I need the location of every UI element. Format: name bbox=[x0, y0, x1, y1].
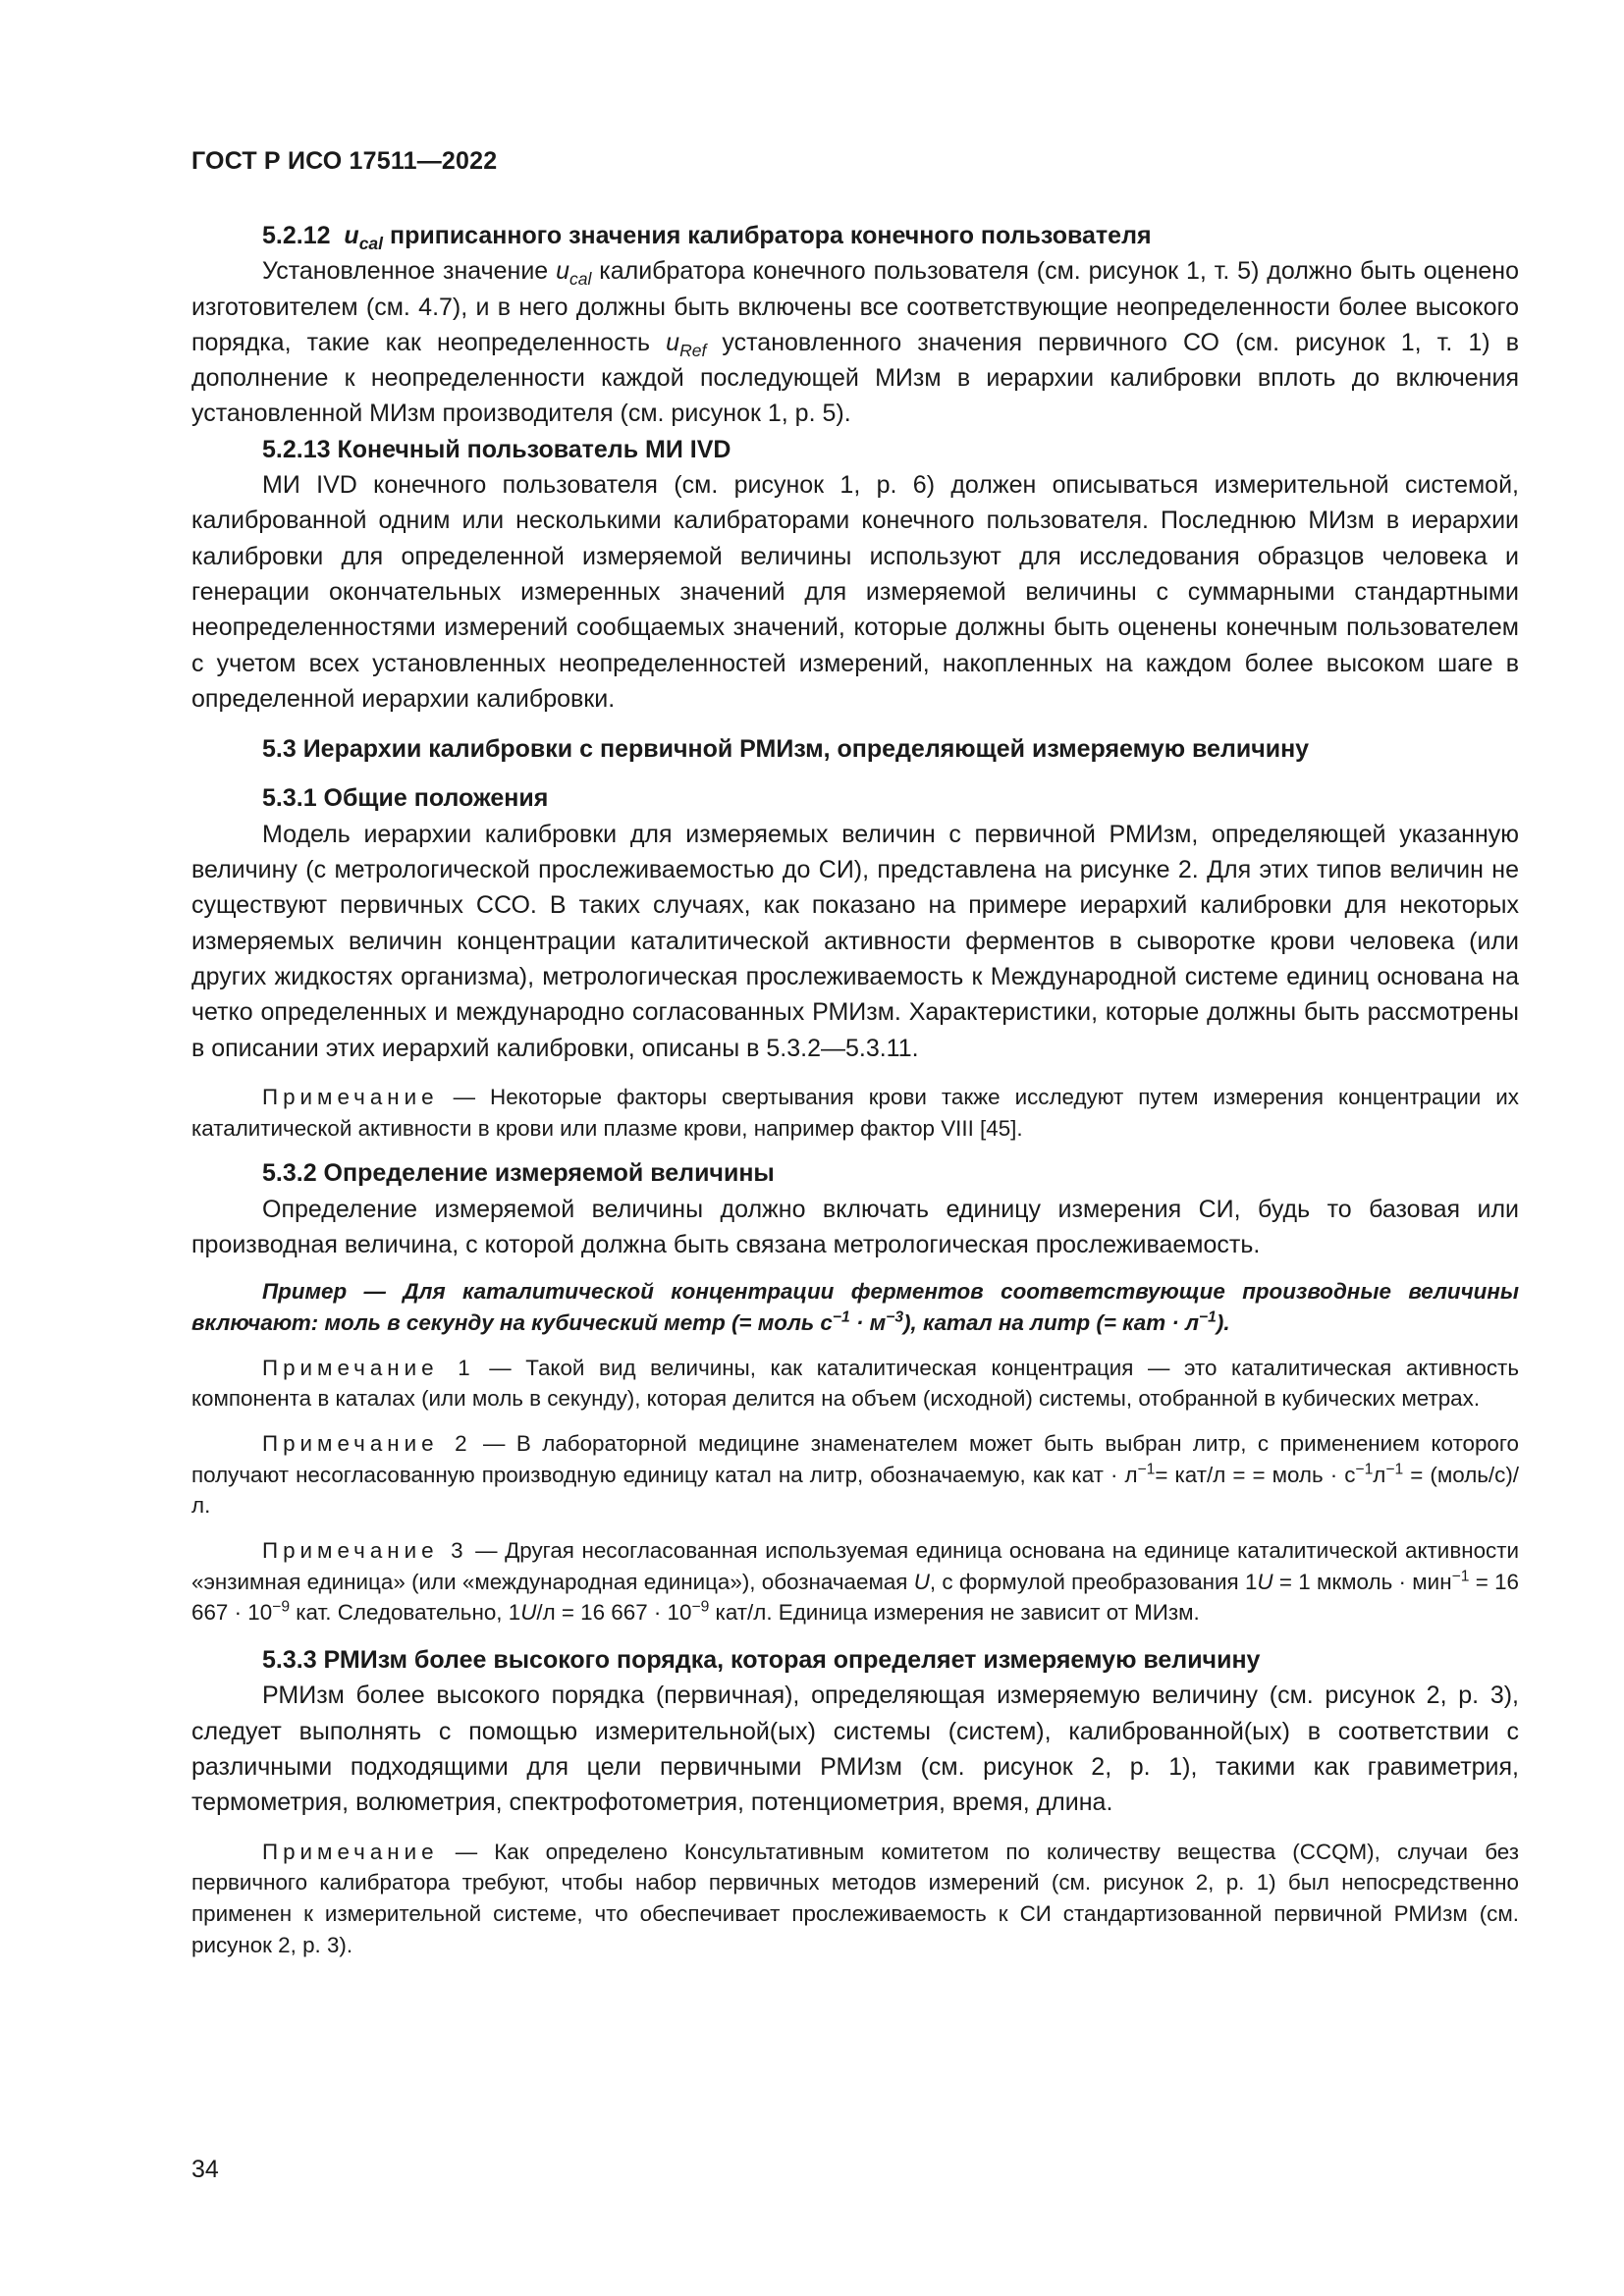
section-5-3-2-paragraph: Определение измеряемой величины должно включать единицу измерения СИ, будь то базовая или производная величина, с которой должна быть связана метрологическая прослеживаемость. bbox=[191, 1195, 1519, 1258]
section-5-2-13-heading: 5.2.13 Конечный пользователь МИ IVD bbox=[262, 435, 731, 463]
section-5-2-13-paragraph: МИ IVD конечного пользователя (см. рисунок 1, р. 6) должен описываться измерительной системой, калиброванной одним или несколькими калибраторами конечного пользователя. Последнюю МИзм в иерархии калибровки для определенной измеряемой величины используют для исследования образцов человека и генерации окончательных измеренных значений для измеряемой величины с суммарными стандартными неопределенностями измерений сообщаемых значений, которые должны быть оценены конечным пользователем с учетом всех установленных неопределенностей измерений, накопленных на каждом более высоком шаге в определенной иерархии калибровки. bbox=[191, 471, 1519, 713]
section-5-3-heading: 5.3 Иерархии калибровки с первичной РМИзм, определяющей измеряемую величину bbox=[262, 735, 1310, 764]
document-header: ГОСТ Р ИСО 17511—2022 bbox=[191, 147, 498, 175]
section-5-3-2-note-3: Примечание 3 — Другая несогласованная используемая единица основана на единице каталитической активности «энзимная единица» (или «международная единица»), обозначаемая U, с формулой преобразования 1U = 1 мкмоль · мин$^{-1}$ = 16 $667 \cdot 10^{-9}$ кат. Следовательно, 1U/л = 16 $667 \cdot 10^{-9}$ кат/л. Единица измерения не зависит от МИзм. bbox=[191, 1538, 1519, 1626]
section-5-2-12-paragraph: Установленное значение $u_{cal}$ калибратора конечного пользователя (см. рисунок 1, т. 5) должно быть оценено изготовителем (см. 4.7), и в него должны быть включены все соответствующие неопределенности более высокого порядка, такие как неопределенность $u_{Ref}$ установленного значения первичного СО (см. рисунок 1, т. 1) в дополнение к неопределенности каждой последующей МИзм в иерархии калибровки вплоть до включения установленной МИзм производителя (см. рисунок 1, р. 5). bbox=[191, 257, 1520, 428]
section-5-3-2-example: Пример — Для каталитической концентрации ферментов соответствующие производные величины включают: моль в секунду на кубический метр (= моль $с^{-1} \cdot м^{-3}$), катал на литр (= кат · $л^{-1}$). bbox=[191, 1279, 1519, 1335]
page-number: 34 bbox=[191, 2156, 219, 2183]
section-5-3-1-note: Примечание — Некоторые факторы свертывания крови также исследуют путем измерения концентрации их каталитической активности в крови или плазме крови, например фактор VIII [45]. bbox=[191, 1084, 1519, 1141]
section-5-3-2-note-1: Примечание 1 — Такой вид величины, как каталитическая концентрация — это каталитическая активность компонента в каталах (или моль в секунду), которая делится на объем (исходной) системы, отобранной в кубических метрах. bbox=[191, 1355, 1519, 1412]
section-5-3-3-note: Примечание — Как определено Консультативным комитетом по количеству вещества (CCQM), случаи без первичного калибратора требуют, чтобы набор первичных методов измерений (см. рисунок 2, р. 1) был непосредственно применен к измерительной системе, что обеспечивает прослеживаемость к СИ стандартизованной первичной РМИзм (см. рисунок 2, р. 3). bbox=[191, 1839, 1519, 1957]
section-5-3-1-paragraph: Модель иерархии калибровки для измеряемых величин с первичной РМИзм, определяющей указанную величину (с метрологической прослеживаемостью до СИ), представлена на рисунке 2. Для этих типов величин не существуют первичных ССО. В таких случаях, как показано на примере иерархий калибровки для некоторых измеряемых величин концентрации каталитической активности ферментов в сыворотке крови человека (или других жидкостях организма), метрологическая прослеживаемость к Международной системе единиц основана на четко определенных и международно согласованных РМИзм. Характеристики, которые должны быть рассмотрены в описании этих иерархий калибровки, описаны в 5.3.2—5.3.11. bbox=[191, 820, 1519, 1062]
section-5-3-3-heading: 5.3.3 РМИзм более высокого порядка, которая определяет измеряемую величину bbox=[262, 1646, 1261, 1675]
document-body bbox=[191, 218, 1519, 1960]
section-5-3-2-heading: 5.3.2 Определение измеряемой величины bbox=[262, 1159, 775, 1188]
section-5-3-2-note-2: Примечание 2 — В лабораторной медицине знаменателем может быть выбран литр, с применением которого получают несогласованную производную единицу катал на литр, обозначаемую, как кат · $л^{-1}= кат/л$ = = моль · $с^{-1}л^{-1}$ = (моль/с)/л. bbox=[191, 1430, 1520, 1519]
section-5-3-3-paragraph: РМИзм более высокого порядка (первичная), определяющая измеряемую величину (см. рисунок 2, р. 3), следует выполнять с помощью измерительной(ых) системы (систем), калиброванной(ых) в соответствии с различными подходящими для цели первичными РМИзм (см. рисунок 2, р. 1), такими как гравиметрия, термометрия, волюметрия, спектрофотометрия, потенциометрия, время, длина. bbox=[191, 1682, 1519, 1817]
section-5-3-1-heading: 5.3.1 Общие положения bbox=[262, 784, 549, 813]
section-5-2-12-heading: 5.2.12 $u_{cal}$ приписанного значения калибратора конечного пользователя bbox=[262, 222, 1152, 253]
